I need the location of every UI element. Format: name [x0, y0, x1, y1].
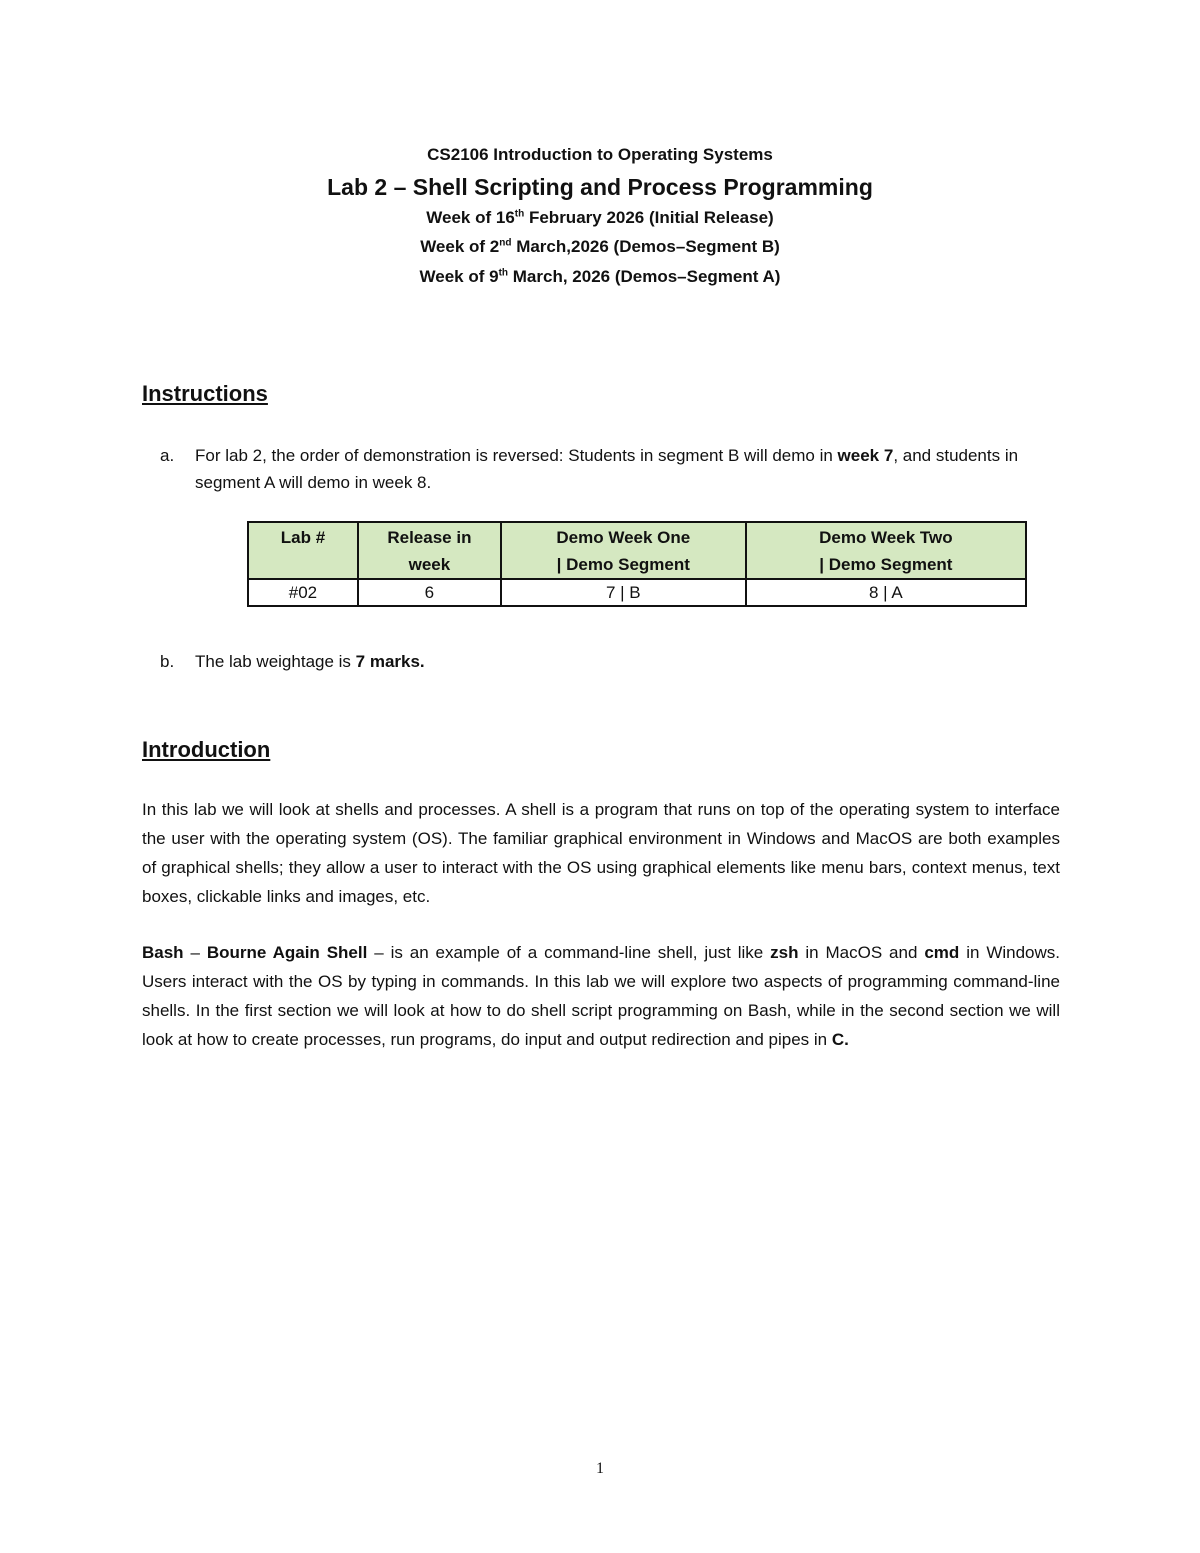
cell-lab-number: #02 [248, 579, 358, 606]
week-line-release: Week of 16th February 2026 (Initial Release) [426, 208, 774, 227]
instruction-item-b [142, 648, 1060, 675]
week-line-demo-b: Week of 2nd March,2026 (Demos–Segment B) [420, 237, 780, 256]
introduction-heading: Introduction [142, 737, 271, 762]
intro-paragraph-1: In this lab we will look at shells and processes. A shell is a program that runs on top of the operating system to interface the user with the operating system (OS). The familiar graphical environment in Windows and MacOS are both examples of graphical shells; they allow a user to interact with the OS using graphical elements like menu bars, context menus, text boxes, clickable links and images, etc. [142, 800, 1060, 906]
header-lab-number: Lab # [248, 522, 358, 579]
instruction-item-a [142, 442, 1060, 496]
header-demo-week-one: Demo Week One | Demo Segment [501, 522, 746, 579]
cell-demo-week-one: 7 | B [501, 579, 746, 606]
instruction-text: The lab weightage is 7 marks. [195, 652, 425, 671]
lab-title: Lab 2 – Shell Scripting and Process Programming [327, 174, 873, 200]
list-marker: b. [160, 652, 175, 671]
list-marker: a. [160, 446, 175, 465]
week-line-demo-a: Week of 9th March, 2026 (Demos–Segment A) [419, 267, 781, 286]
cell-release-week: 6 [358, 579, 501, 606]
header-demo-week-two: Demo Week Two | Demo Segment [746, 522, 1026, 579]
lab-schedule-table [247, 521, 1027, 607]
table-row [248, 579, 1026, 606]
page-number: 1 [596, 1460, 604, 1477]
instruction-text: For lab 2, the order of demonstration is reversed: Students in segment B will demo in week 7, and students in segment A will demo in week 8. [195, 446, 1019, 492]
intro-paragraph-2: Bash – Bourne Again Shell – is an example of a command-line shell, just like zsh in MacOS and cmd in Windows. Users interact with the OS by typing in commands. In this lab we will explore two aspects of programming command-line shells. In the first section we will look at how to do shell script programming on Bash, while in the second section we will look at how to create processes, run programs, do input and output redirection and pipes in C. [142, 943, 1061, 1049]
table-header-row [248, 522, 1026, 579]
course-title: CS2106 Introduction to Operating Systems [427, 145, 773, 164]
instructions-heading: Instructions [142, 381, 268, 406]
cell-demo-week-two: 8 | A [746, 579, 1026, 606]
header-release-week: Release in week [358, 522, 501, 579]
